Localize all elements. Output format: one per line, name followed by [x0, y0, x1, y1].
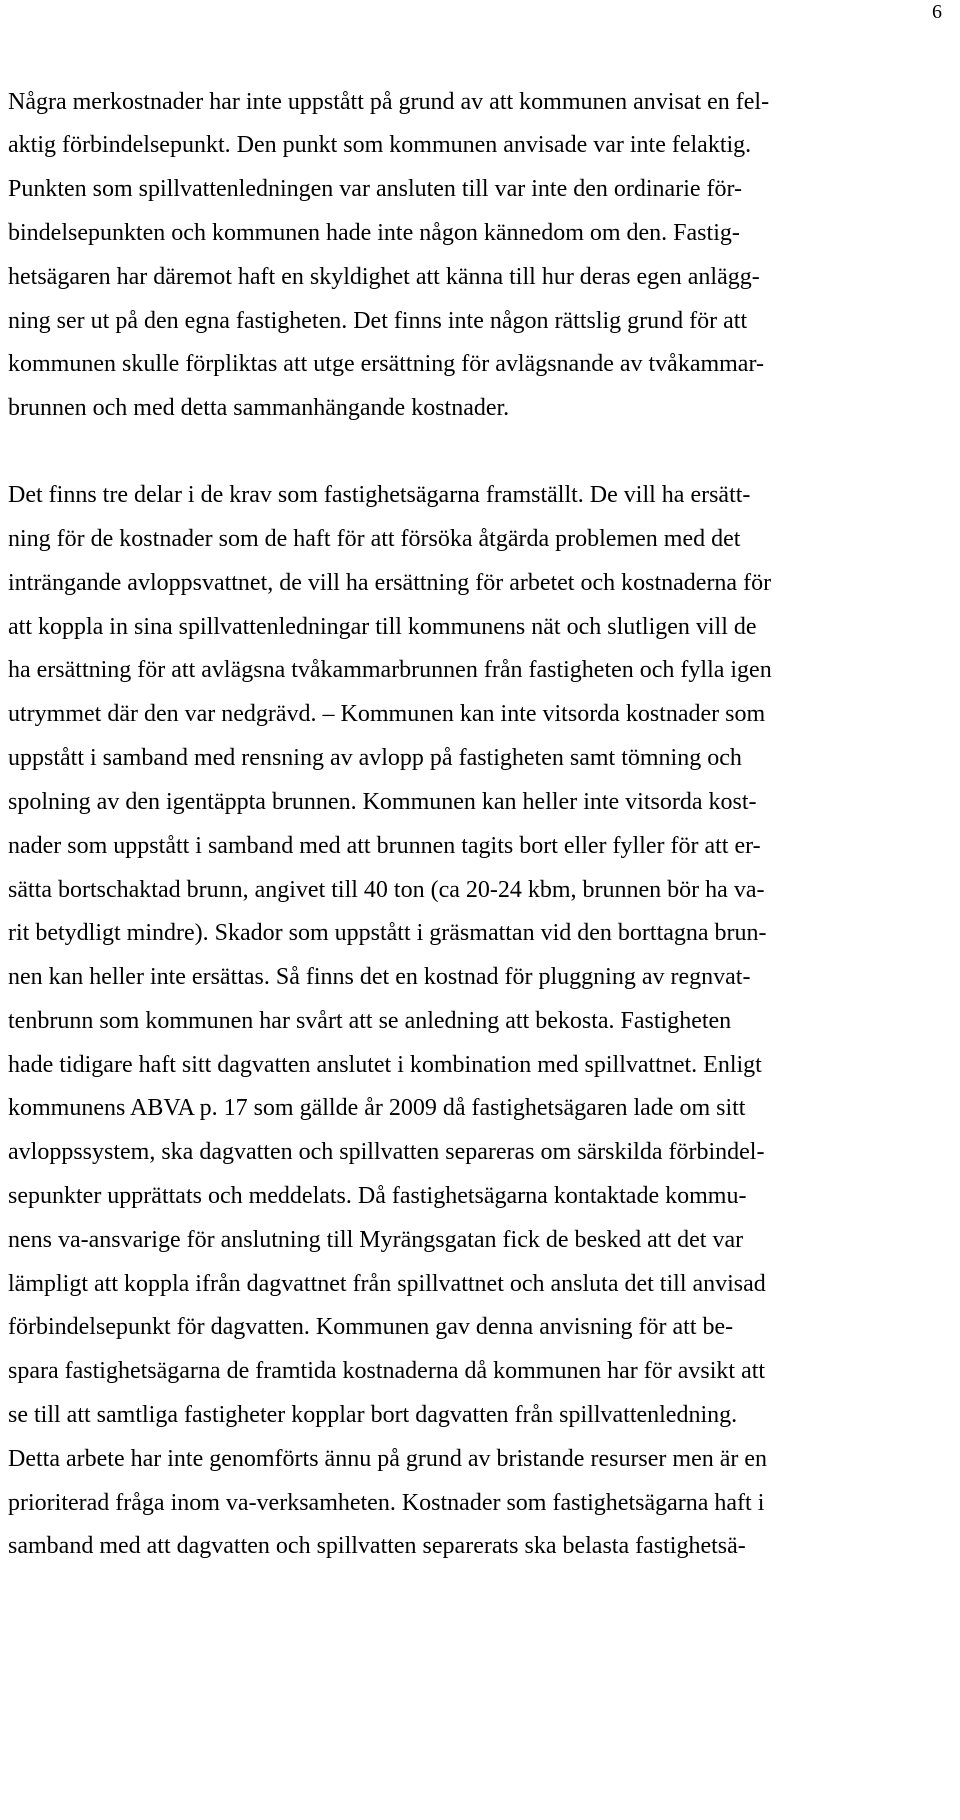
text-line: prioriterad fråga inom va-verksamheten. Kostnader som fastighetsägarna haft i — [8, 1490, 765, 1516]
text-line: utrymmet där den var nedgrävd. – Kommunen kan inte vitsorda kostnader som — [8, 701, 766, 727]
text-line: lämpligt att koppla ifrån dagvattnet från spillvattnet och ansluta det till anvisad — [8, 1271, 766, 1297]
text-line: samband med att dagvatten och spillvatten separerats ska belasta fastighetsä- — [8, 1533, 746, 1559]
page-number: 6 — [932, 1, 942, 23]
text-line: Några merkostnader har inte uppstått på grund av att kommunen anvisat en fel- — [8, 89, 770, 115]
text-line: Punkten som spillvattenledningen var ansluten till var inte den ordinarie för- — [8, 176, 743, 202]
text-line: hade tidigare haft sitt dagvatten anslutet i kombination med spillvattnet. Enligt — [8, 1052, 762, 1078]
text-line: ning för de kostnader som de haft för att försöka åtgärda problemen med det — [8, 526, 741, 552]
text-line: att koppla in sina spillvattenledningar till kommunens nät och slutligen vill de — [8, 614, 757, 640]
text-line: tenbrunn som kommunen har svårt att se anledning att bekosta. Fastigheten — [8, 1008, 732, 1034]
text-line: bindelsepunkten och kommunen hade inte någon kännedom om den. Fastig- — [8, 220, 740, 246]
text-line: nens va-ansvarige för anslutning till Myrängsgatan fick de besked att det var — [8, 1227, 744, 1253]
text-line: brunnen och med detta sammanhängande kostnader. — [8, 395, 510, 421]
text-line: Det finns tre delar i de krav som fastighetsägarna framställt. De vill ha ersätt- — [8, 482, 751, 508]
text-line: uppstått i samband med rensning av avlopp på fastigheten samt tömning och — [8, 745, 742, 771]
text-line: förbindelsepunkt för dagvatten. Kommunen gav denna anvisning för att be- — [8, 1314, 734, 1340]
text-line: spara fastighetsägarna de framtida kostnaderna då kommunen har för avsikt att — [8, 1358, 766, 1384]
text-line: kommunen skulle förpliktas att utge ersättning för avlägsnande av tvåkammar- — [8, 351, 764, 377]
text-line: nen kan heller inte ersättas. Så finns det en kostnad för pluggning av regnvat- — [8, 964, 751, 990]
text-line: Detta arbete har inte genomförts ännu på grund av bristande resurser men är en — [8, 1446, 768, 1472]
text-line: sepunkter upprättats och meddelats. Då fastighetsägarna kontaktade kommu- — [8, 1183, 747, 1209]
text-line: kommunens ABVA p. 17 som gällde år 2009 då fastighetsägaren lade om sitt — [8, 1095, 746, 1121]
text-line: aktig förbindelsepunkt. Den punkt som kommunen anvisade var inte felaktig. — [8, 132, 752, 158]
text-line: hetsägaren har däremot haft en skyldighet att känna till hur deras egen anlägg- — [8, 264, 760, 290]
text-line: spolning av den igentäppta brunnen. Kommunen kan heller inte vitsorda kost- — [8, 789, 757, 815]
text-line: inträngande avloppsvattnet, de vill ha ersättning för arbetet och kostnaderna för — [8, 570, 772, 596]
text-line: avloppssystem, ska dagvatten och spillvatten separeras om särskilda förbindel- — [8, 1139, 765, 1165]
text-line: rit betydligt mindre). Skador som uppstått i gräsmattan vid den borttagna brun- — [8, 920, 767, 946]
text-line: ning ser ut på den egna fastigheten. Det finns inte någon rättslig grund för att — [8, 308, 748, 334]
text-line: nader som uppstått i samband med att brunnen tagits bort eller fyller för att er- — [8, 833, 761, 859]
text-line: se till att samtliga fastigheter kopplar bort dagvatten från spillvattenledning. — [8, 1402, 738, 1428]
text-line: sätta bortschaktad brunn, angivet till 40 ton (ca 20-24 kbm, brunnen bör ha va- — [8, 877, 765, 903]
text-line: ha ersättning för att avlägsna tvåkammarbrunnen från fastigheten och fylla igen — [8, 657, 772, 683]
